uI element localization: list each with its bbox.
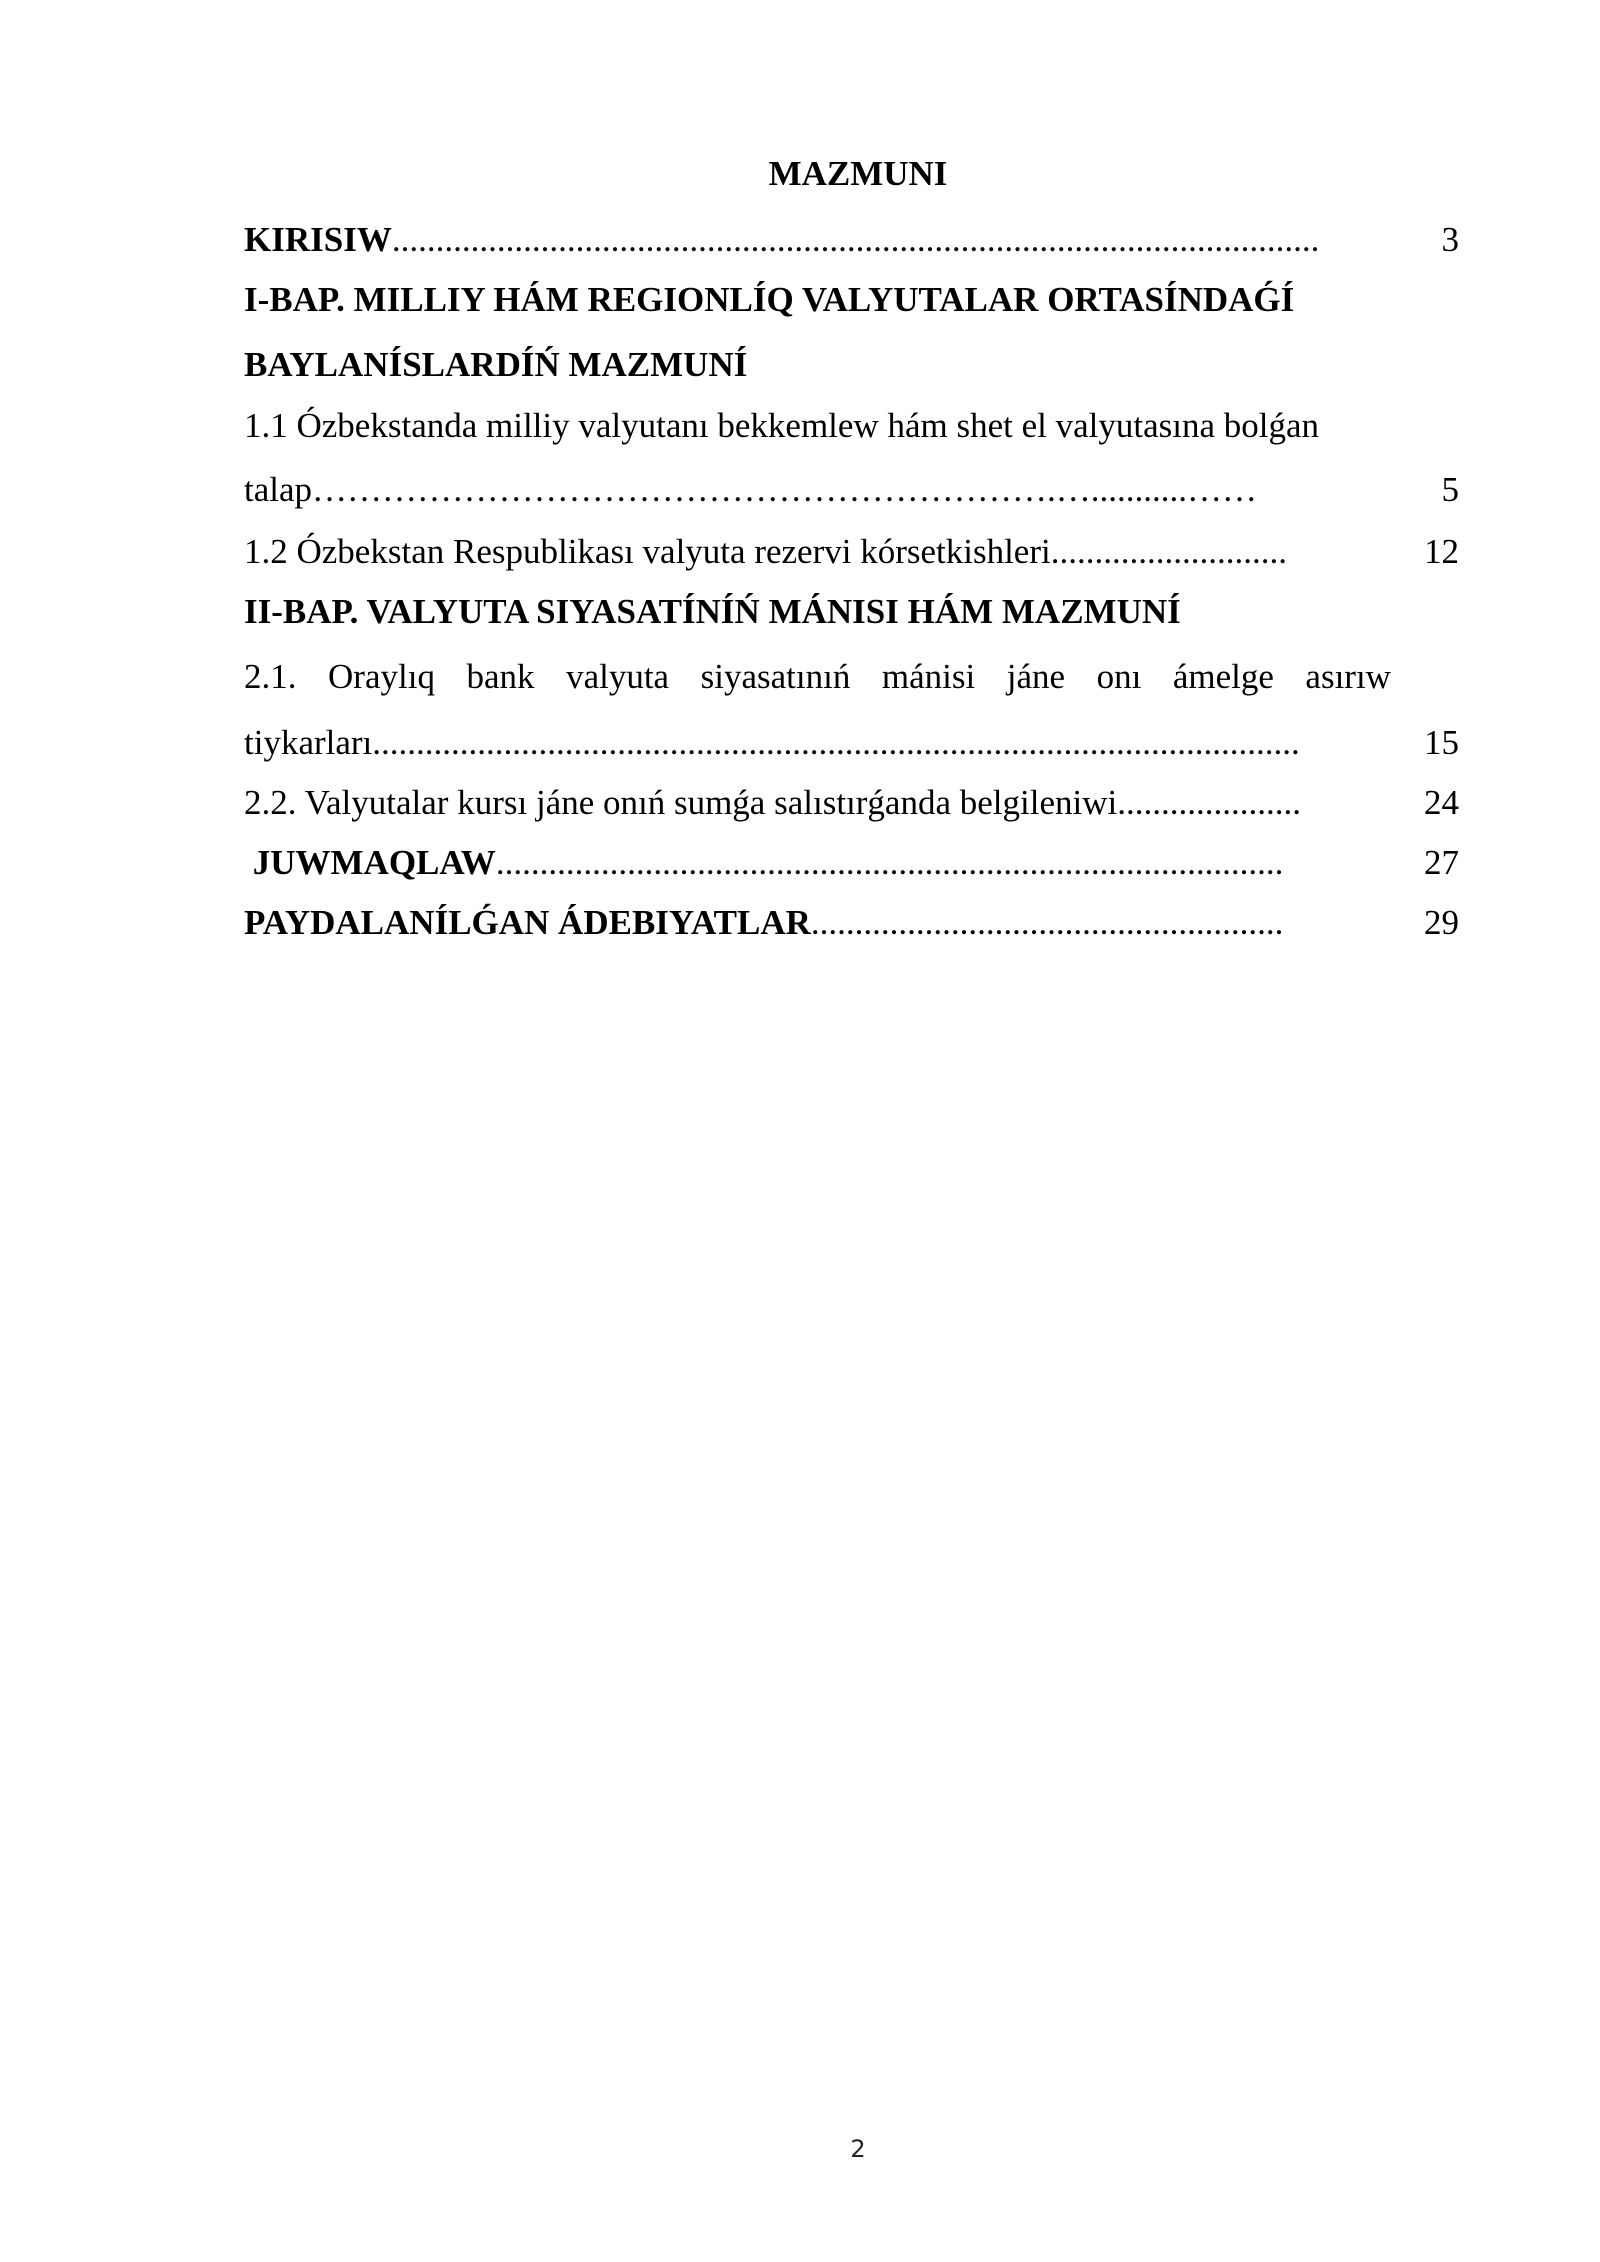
toc-leader-dots: ..................... [1117, 783, 1301, 822]
toc-entry-title: 1.2 Ózbekstan Respublikası valyuta rezervi kórsetkishleri [244, 532, 1051, 571]
toc-entry-section-1-2[interactable] [244, 527, 1459, 577]
toc-page-number: 27 [1424, 843, 1459, 882]
toc-page-number: 29 [1424, 903, 1459, 942]
page-title: MAZMUNI [768, 154, 948, 193]
toc-leader-dots: .......................................................................................................... [391, 220, 1320, 259]
toc-entry-section-2-1-continued[interactable] [244, 718, 1459, 768]
toc-entry-chapter-2[interactable] [244, 587, 1459, 637]
toc-entry-conclusion[interactable] [244, 838, 1459, 888]
toc-page-number: 15 [1424, 723, 1459, 762]
toc-entry-section-1-1[interactable] [244, 401, 1459, 451]
toc-leader-dots: ........................... [1050, 532, 1287, 571]
toc-entry-title: 1.1 Ózbekstanda milliy valyutanı bekkemlew hám shet el valyutasına bolǵan [244, 406, 1320, 445]
toc-page-number: 24 [1424, 783, 1459, 822]
toc-entry-title: JUWMAQLAW [244, 843, 496, 882]
page-number-footer: 2 [850, 2135, 866, 2163]
toc-page-number: 5 [1441, 470, 1459, 509]
toc-page-number: 12 [1424, 532, 1459, 571]
toc-leader-dots: .......................................................................................................... [372, 723, 1300, 762]
toc-entry-introduction[interactable] [244, 215, 1459, 265]
toc-entry-title: BAYLANÍSLARDÍŃ MAZMUNÍ [244, 345, 748, 384]
toc-entry-section-2-1[interactable] [244, 652, 1459, 702]
toc-entry-title: KIRISIW [244, 220, 392, 259]
toc-entry-title: 2.1. Oraylıq bank valyuta siyasatınıń mánisi jáne onı ámelge asırıw [244, 657, 1391, 696]
toc-entry-references[interactable] [244, 898, 1459, 948]
toc-entry-title: 2.2. Valyutalar kursı jáne onıń sumǵa salıstırǵanda belgileniwi [244, 783, 1118, 822]
toc-entry-title: tiykarları [244, 723, 373, 762]
toc-leader-dots: .......................................................................................... [495, 843, 1284, 882]
toc-entry-chapter-1-continued [244, 340, 1459, 390]
toc-entry-title: II-BAP. VALYUTA SIYASATÍNÍŃ MÁNISI HÁM MAZMUNÍ [244, 592, 1181, 631]
toc-entry-chapter-1[interactable] [244, 275, 1459, 325]
toc-entry-section-2-2[interactable] [244, 778, 1459, 828]
toc-entry-title: I-BAP. MILLIY HÁM REGIONLÍQ VALYUTALAR ORTASÍNDAǴÍ [244, 280, 1295, 319]
toc-entry-section-1-1-continued[interactable] [244, 465, 1459, 515]
toc-entry-title: talap [244, 470, 313, 509]
toc-page-number: 3 [1441, 220, 1459, 259]
toc-leader-dots: ...................................................... [810, 903, 1284, 942]
toc-entry-title: PAYDALANÍLǴAN ÁDEBIYATLAR [244, 903, 811, 942]
toc-leader-dots: ……………………………………………………….…...........…… [312, 470, 1258, 509]
